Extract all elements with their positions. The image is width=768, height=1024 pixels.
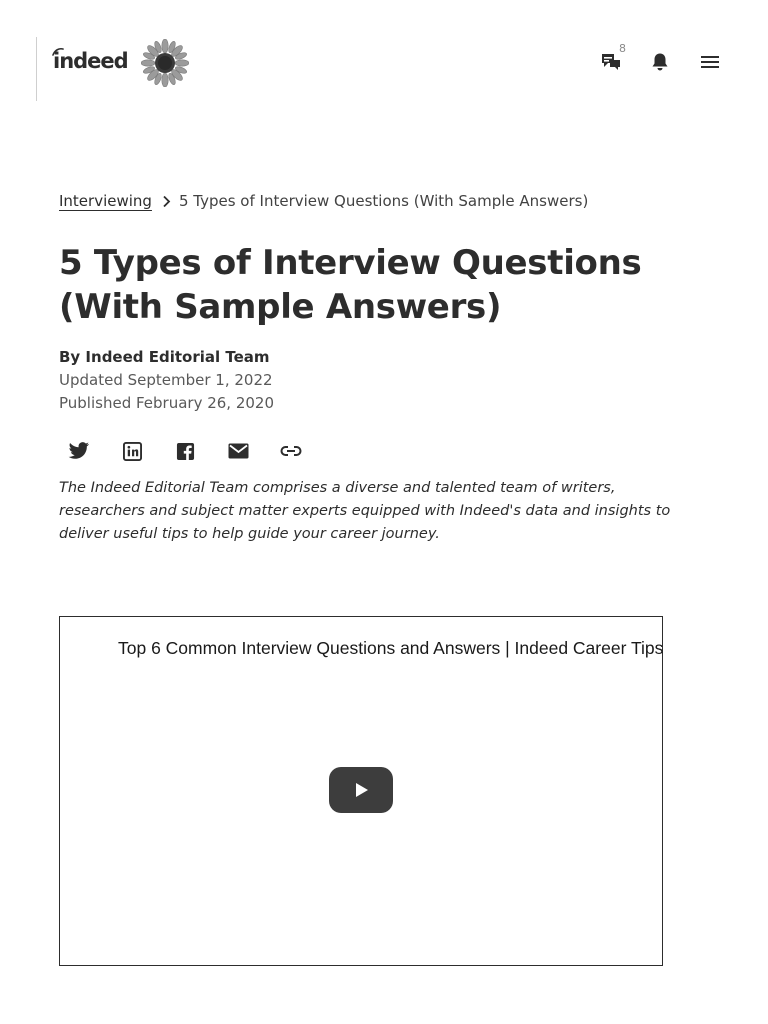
published-date: Published February 26, 2020 [59, 394, 275, 412]
indeed-logo[interactable]: indeed [53, 49, 128, 73]
share-toolbar [67, 439, 332, 463]
video-title[interactable]: Top 6 Common Interview Questions and Answers | Indeed Career Tips [118, 638, 664, 658]
breadcrumb [59, 190, 588, 212]
header-divider [36, 37, 37, 101]
editorial-team-intro: The Indeed Editorial Team comprises a diverse and talented team of writers, researchers and subject matter experts equipped with Indeed's data and insights to deliver useful tips to help guide your career journey. [59, 480, 671, 542]
notification-bell-icon[interactable] [648, 50, 672, 74]
message-count-badge: 8 [619, 42, 626, 55]
twitter-icon[interactable] [67, 439, 91, 463]
sunflower-icon [141, 39, 189, 87]
updated-date: Updated September 1, 2022 [59, 371, 273, 389]
hamburger-menu-icon[interactable] [698, 50, 722, 74]
page-title: 5 Types of Interview Questions (With Sample Answers) [59, 243, 642, 327]
breadcrumb-current: 5 Types of Interview Questions (With Sample Answers) [178, 192, 589, 210]
facebook-icon[interactable] [173, 439, 197, 463]
breadcrumb-link-interviewing[interactable]: Interviewing [59, 192, 152, 210]
chevron-right-icon [162, 195, 171, 208]
play-button[interactable] [329, 767, 393, 813]
email-icon[interactable] [226, 439, 250, 463]
copy-link-icon[interactable] [279, 439, 303, 463]
linkedin-icon[interactable] [120, 439, 144, 463]
author-byline: By Indeed Editorial Team [59, 348, 270, 366]
video-embed[interactable] [59, 616, 663, 966]
play-icon [351, 780, 371, 800]
